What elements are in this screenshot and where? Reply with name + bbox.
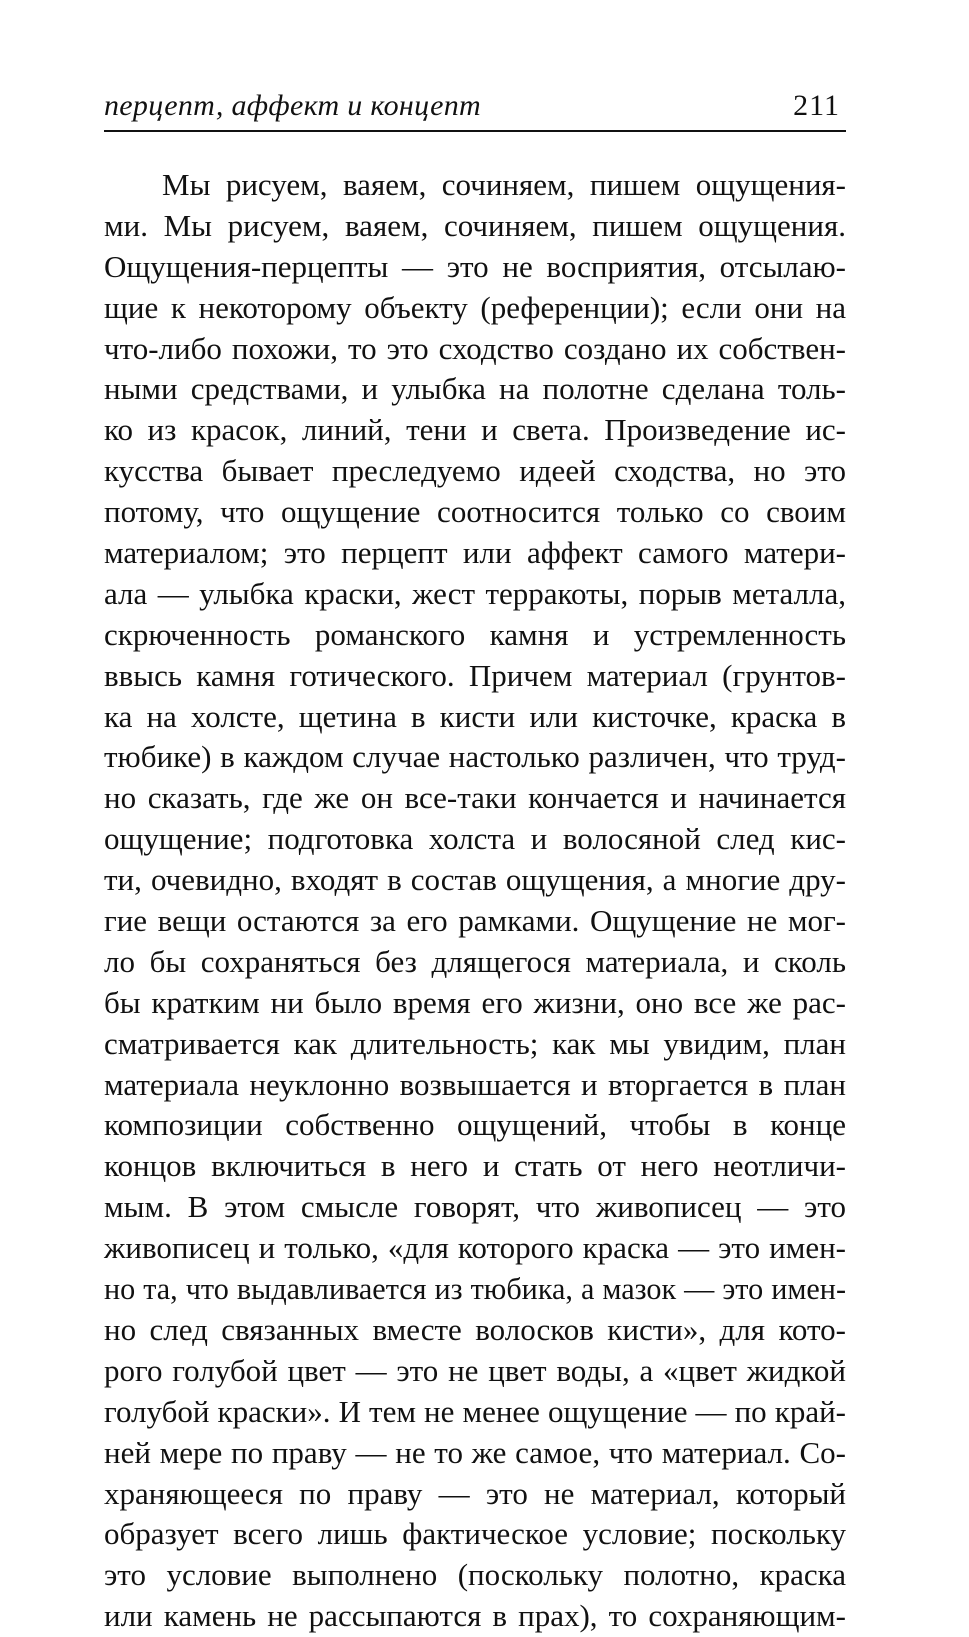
text-line: Мы рисуем, ваяем, сочиняем, пишем ощущения-	[162, 167, 846, 202]
text-line: Ощущения-перцепты — это не восприятия, отсылаю-	[104, 248, 846, 284]
text-line: мым. В этом смысле говорят, что живописец — это	[104, 1189, 846, 1225]
text-line: материалом; это перцепт или аффект самого матери-	[104, 535, 846, 571]
running-title: перцепт, аффект и концепт	[104, 89, 482, 122]
text-line: ти, очевидно, входят в состав ощущения, а многие дру-	[104, 862, 846, 898]
text-line: ка на холсте, щетина в кисти или кисточке, краска в	[104, 698, 846, 734]
text-line: потому, что ощущение соотносится только со своим	[104, 494, 846, 530]
text-line: ло бы сохраняться без длящегося материала, и сколь	[104, 943, 846, 979]
text-line: ала — улыбка краски, жест терракоты, порыв металла,	[104, 575, 846, 611]
header-rule	[104, 130, 846, 132]
text-line: это условие выполнено (поскольку полотно, краска	[104, 1557, 846, 1593]
text-line: ощущение; подготовка холста и волосяной след кис-	[104, 821, 846, 857]
text-line: ми. Мы рисуем, ваяем, сочиняем, пишем ощущения.	[104, 207, 846, 243]
text-line: что-либо похожи, то это сходство создано их собствен-	[104, 330, 846, 366]
text-line: ней мере по праву — не то же самое, что материал. Со-	[104, 1434, 846, 1470]
text-line: ввысь камня готического. Причем материал (грунтов-	[104, 657, 846, 693]
text-line: материала неуклонно возвышается и вторгается в план	[104, 1066, 846, 1102]
text-line: живописец и только, «для которого краска — это имен-	[104, 1230, 846, 1266]
running-header	[104, 88, 844, 128]
text-line: бы кратким ни было время его жизни, оно все же рас-	[104, 984, 846, 1020]
text-line: образует всего лишь фактическое условие; поскольку	[104, 1516, 846, 1552]
text-line: ко из красок, линий, тени и света. Произведение ис-	[104, 412, 846, 448]
text-line: но та, что выдавливается из тюбика, а мазок — это имен-	[104, 1272, 846, 1307]
text-line: кусства бывает преследуемо идеей сходства, но это	[104, 453, 846, 489]
text-line: рого голубой цвет — это не цвет воды, а «цвет жидкой	[104, 1352, 846, 1388]
text-line: композиции собственно ощущений, чтобы в конце	[104, 1107, 846, 1143]
text-line: но след связанных вместе волосков кисти», для кото-	[104, 1311, 846, 1347]
page-number: 211	[793, 89, 840, 122]
text-line: концов включиться в него и стать от него неотличи-	[104, 1148, 846, 1184]
text-line: тюбике) в каждом случае настолько различен, что труд-	[104, 739, 846, 775]
body-text	[104, 165, 846, 1637]
text-line: голубой краски». И тем не менее ощущение — по край-	[104, 1393, 846, 1429]
text-line: сматривается как длительность; как мы увидим, план	[104, 1025, 846, 1061]
text-line: щие к некоторому объекту (референции); если они на	[104, 289, 846, 325]
text-line: скрюченность романского камня и устремленность	[104, 616, 846, 652]
text-line: гие вещи остаются за его рамками. Ощущение не мог-	[104, 903, 846, 939]
text-line: или камень не рассыпаются в прах), то сохраняющим-	[104, 1598, 846, 1634]
text-line: храняющееся по праву — это не материал, который	[104, 1475, 846, 1511]
text-line: ными средствами, и улыбка на полотне сделана толь-	[104, 371, 846, 407]
text-line: но сказать, где же он все-таки кончается и начинается	[104, 780, 846, 816]
